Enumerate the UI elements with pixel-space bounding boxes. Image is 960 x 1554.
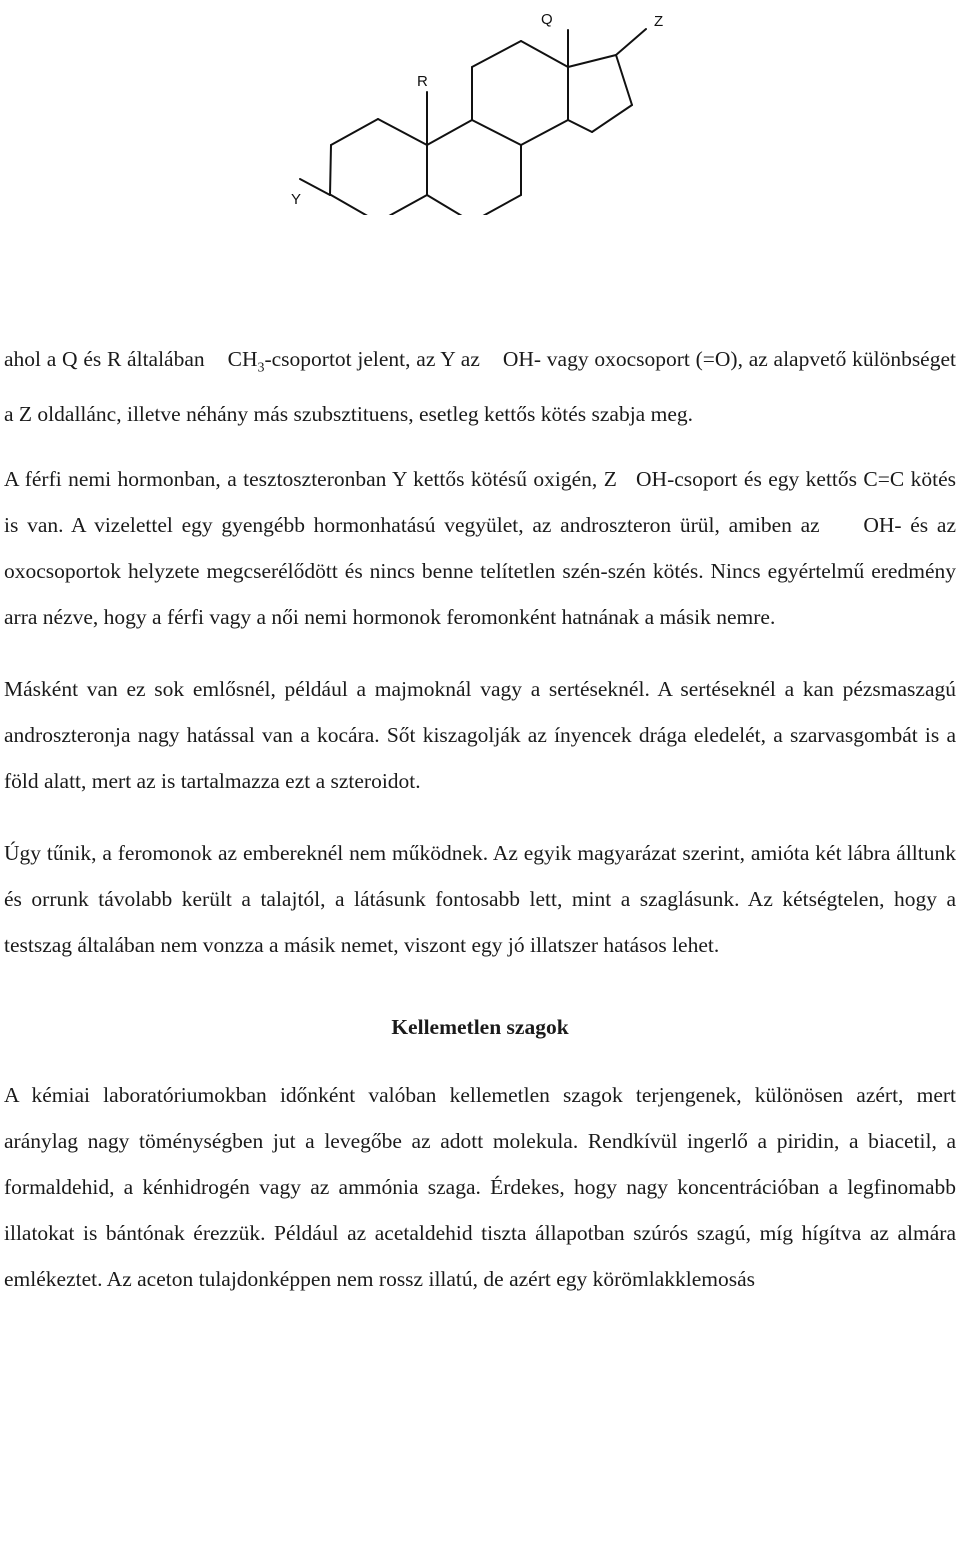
paragraph-2: A férfi nemi hormonban, a tesztoszteronban Y kettős kötésű oxigén, Z OH-csoport és egy kettős C=C kötés is van. A vizelettel egy gyengébb hormonhatású vegyület, az androszteron ürül, amiben az OH- és az oxocsoportok helyzete megcserélődött és nincs benne telítetlen szén-szén kötés. Nincs egyértelmű eredmény arra nézve, hogy a férfi vagy a női nemi hormonok feromonként hatnának a másik nemre. xyxy=(4,467,956,630)
paragraph-5: A kémiai laboratóriumokban időnként valóban kellemetlen szagok terjengenek, különösen azért, mert aránylag nagy töménységben jut a levegőbe az adott molekula. Rendkívül ingerlő a piridin, a biacetil, a formaldehid, a kénhidrogén vagy az ammónia szaga. Érdekes, hogy nagy koncentrációban a legfinomabb illatokat is bántónak érezzük. Például az acetaldehid tiszta állapotban szúrós szagú, míg hígítva az almára emlékeztet. Az aceton tulajdonképpen nem rossz illatú, de azért egy körömlakklemosás xyxy=(4,1083,956,1292)
label-y: Y xyxy=(291,191,302,208)
paragraph-3: Másként van ez sok emlősnél, például a majmoknál vagy a sertéseknél. A sertéseknél a kan pézsmaszagú androszteronja nagy hatással van a kocára. Sőt kiszagolják az ínyencek drága eledelét, a szarvasgombát is a föld alatt, mert az is tartalmazza ezt a szteroidot. xyxy=(4,677,956,794)
label-q: Q xyxy=(541,11,553,28)
label-z: Z xyxy=(654,13,664,30)
subscript-3: 3 xyxy=(257,360,265,376)
steroid-structure-diagram xyxy=(270,0,690,215)
paragraph-4: Úgy tűnik, a feromonok az embereknél nem működnek. Az egyik magyarázat szerint, amióta két lábra álltunk és orrunk távolabb került a talajtól, a látásunk fontosabb lett, mint a szaglásunk. Az kétségtelen, hogy a testszag általában nem vonzza a másik nemet, viszont egy jó illatszer hatásos lehet. xyxy=(4,841,956,958)
section-title: Kellemetlen szagok xyxy=(391,1015,569,1040)
label-r: R xyxy=(417,73,428,90)
paragraph-1: ahol a Q és R általában $CH_3$-csoportot jelent, az Y az OH- vagy oxocsoport (=O), az alapvető különbséget a Z oldallánc, illetve néhány más szubsztituens, esetleg kettős kötés szabja meg. xyxy=(4,347,956,427)
document-body xyxy=(4,336,956,1302)
